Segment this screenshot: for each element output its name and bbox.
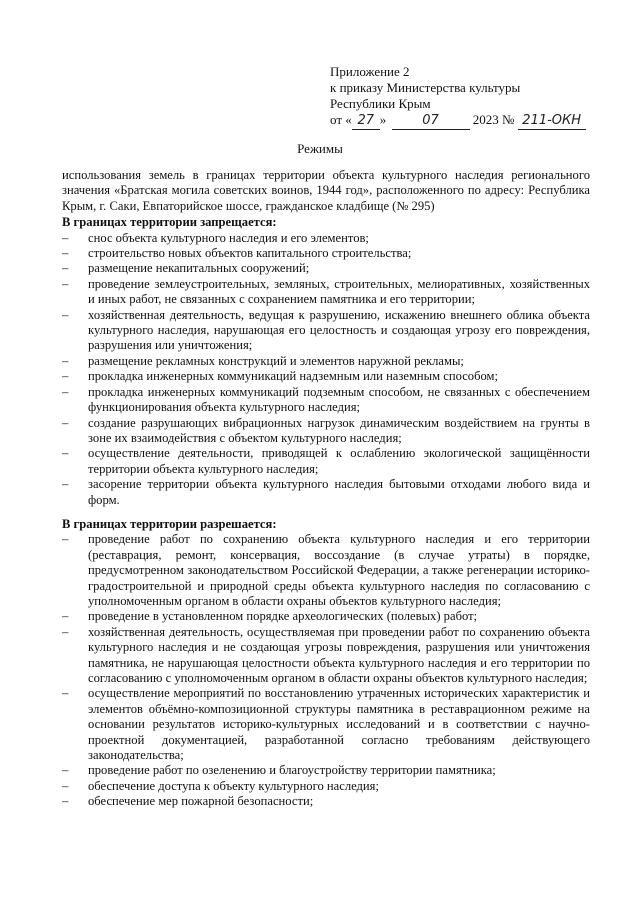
list-item-text: обеспечение мер пожарной безопасности; xyxy=(88,794,314,809)
dash-marker: – xyxy=(62,763,69,778)
list-item-text: хозяйственная деятельность, осуществляемая при проведении работ по сохранению объекта культурного наследия и не создающая угрозы повреждения, разрушения или уничтожения памятника, не нарушающая целостности объекта культурного наследия и его территории по согласованию с уполномоченным органом в области охраны объектов культурного наследия; xyxy=(88,624,590,685)
dash-marker: – xyxy=(62,276,69,291)
dash-marker: – xyxy=(62,230,69,245)
list-item xyxy=(62,794,590,809)
dash-marker: – xyxy=(62,261,69,276)
dash-marker: – xyxy=(62,624,69,639)
prohibited-heading: В границах территории запрещается: xyxy=(62,215,277,230)
list-item xyxy=(62,477,590,508)
list-item-text: проведение работ по озеленению и благоустройству территории памятника; xyxy=(88,763,496,778)
dash-marker: – xyxy=(62,246,69,261)
list-item xyxy=(62,532,590,609)
dash-marker: – xyxy=(62,794,69,809)
prohibited-list xyxy=(62,231,590,508)
dash-marker: – xyxy=(62,353,69,368)
list-item-text: засорение территории объекта культурного наследия бытовыми отходами любого вида и форм. xyxy=(88,477,590,507)
list-item xyxy=(62,446,590,477)
list-item xyxy=(62,385,590,416)
list-item-text: осуществление мероприятий по восстановлению утраченных исторических характеристик и элементов объёмно-композиционной структуры памятника в реставрационном режиме на основании результатов историко-культурных исследований и в соответствии с научно-проектной документацией, разработанной согласно требованиям действующего законодательства; xyxy=(88,686,590,763)
dash-marker: – xyxy=(62,686,69,701)
dash-marker: – xyxy=(62,778,69,793)
list-item-text: размещение рекламных конструкций и элементов наружной рекламы; xyxy=(88,353,464,368)
appendix-block xyxy=(330,64,620,130)
date-day-handwritten: 27 xyxy=(352,113,380,130)
date-year: 2023 № xyxy=(472,112,515,127)
permitted-list xyxy=(62,532,590,809)
document-title: Режимы xyxy=(297,141,343,156)
permitted-heading: В границах территории разрешается: xyxy=(62,516,277,531)
list-item-text: проведение работ по сохранению объекта культурного наследия и его территории (реставрация, ремонт, консервация, воссоздание (в случае утраты) в порядке, предусмотренном законодательством Российской Федерации, а также регенерации историко-градостроительной и природной среды объекта культурного наследия по согласованию с уполномоченным органом в области охраны объектов культурного наследия; xyxy=(88,532,590,608)
list-item xyxy=(62,416,590,447)
date-prefix: от « xyxy=(330,112,352,127)
list-item xyxy=(62,231,590,246)
list-item xyxy=(62,763,590,778)
list-item xyxy=(62,609,590,624)
list-item-text: строительство новых объектов капитального строительства; xyxy=(88,246,412,261)
date-mid: » xyxy=(379,112,387,127)
appendix-line-3: Республики Крым xyxy=(330,96,431,111)
list-item-text: обеспечение доступа к объекту культурного наследия; xyxy=(88,778,379,793)
date-month-handwritten: 07 xyxy=(392,113,470,130)
dash-marker: – xyxy=(62,609,69,624)
dash-marker: – xyxy=(62,369,69,384)
list-item-text: хозяйственная деятельность, ведущая к разрушению, искажению внешнего облика объекта культурного наследия, нарушающая его целостность и создающая угрозу его повреждения, разрушения или уничтожения; xyxy=(88,307,590,353)
list-item-text: проведение в установленном порядке археологических (полевых) работ; xyxy=(88,609,478,624)
list-item-text: осуществление деятельности, приводящей к ослаблению экологической защищённости территории объекта культурного наследия; xyxy=(88,446,590,476)
dash-marker: – xyxy=(62,384,69,399)
intro-paragraph: использования земель в границах территории объекта культурного наследия регионального значения «Братская могила советских воинов, 1944 год», расположенного по адресу: Республика Крым, г. Саки, Евпаторийское шоссе, гражданское кладбище (№ 295) xyxy=(62,168,590,213)
list-item xyxy=(62,625,590,687)
list-item-text: прокладка инженерных коммуникаций надземным или наземным способом; xyxy=(88,369,499,384)
appendix-line-2: к приказу Министерства культуры xyxy=(330,80,521,95)
list-item xyxy=(62,277,590,308)
appendix-date-line xyxy=(330,112,620,130)
list-item xyxy=(62,246,590,261)
dash-marker: – xyxy=(62,477,69,492)
document-body xyxy=(62,168,590,810)
list-item xyxy=(62,261,590,276)
dash-marker: – xyxy=(62,532,69,547)
list-item xyxy=(62,686,590,763)
list-item xyxy=(62,308,590,354)
list-item xyxy=(62,354,590,369)
list-item-text: размещение некапитальных сооружений; xyxy=(88,261,310,276)
order-number-handwritten: 211-ОКН xyxy=(518,113,586,130)
list-item xyxy=(62,779,590,794)
list-item xyxy=(62,369,590,384)
dash-marker: – xyxy=(62,307,69,322)
list-item-text: снос объекта культурного наследия и его элементов; xyxy=(88,230,369,245)
list-item-text: проведение землеустроительных, земляных, строительных, мелиоративных, хозяйственных и иных работ, не связанных с сохранением памятника и его территории; xyxy=(88,276,590,307)
dash-marker: – xyxy=(62,446,69,461)
list-item-text: создание разрушающих вибрационных нагрузок динамическим воздействием на грунты в зоне их взаимодействия с объектом культурного наследия; xyxy=(88,415,590,445)
appendix-line-1: Приложение 2 xyxy=(330,64,410,79)
dash-marker: – xyxy=(62,415,69,430)
list-item-text: прокладка инженерных коммуникаций подземным способом, не связанных с обеспечением функционирования объекта культурного наследия; xyxy=(88,384,590,415)
